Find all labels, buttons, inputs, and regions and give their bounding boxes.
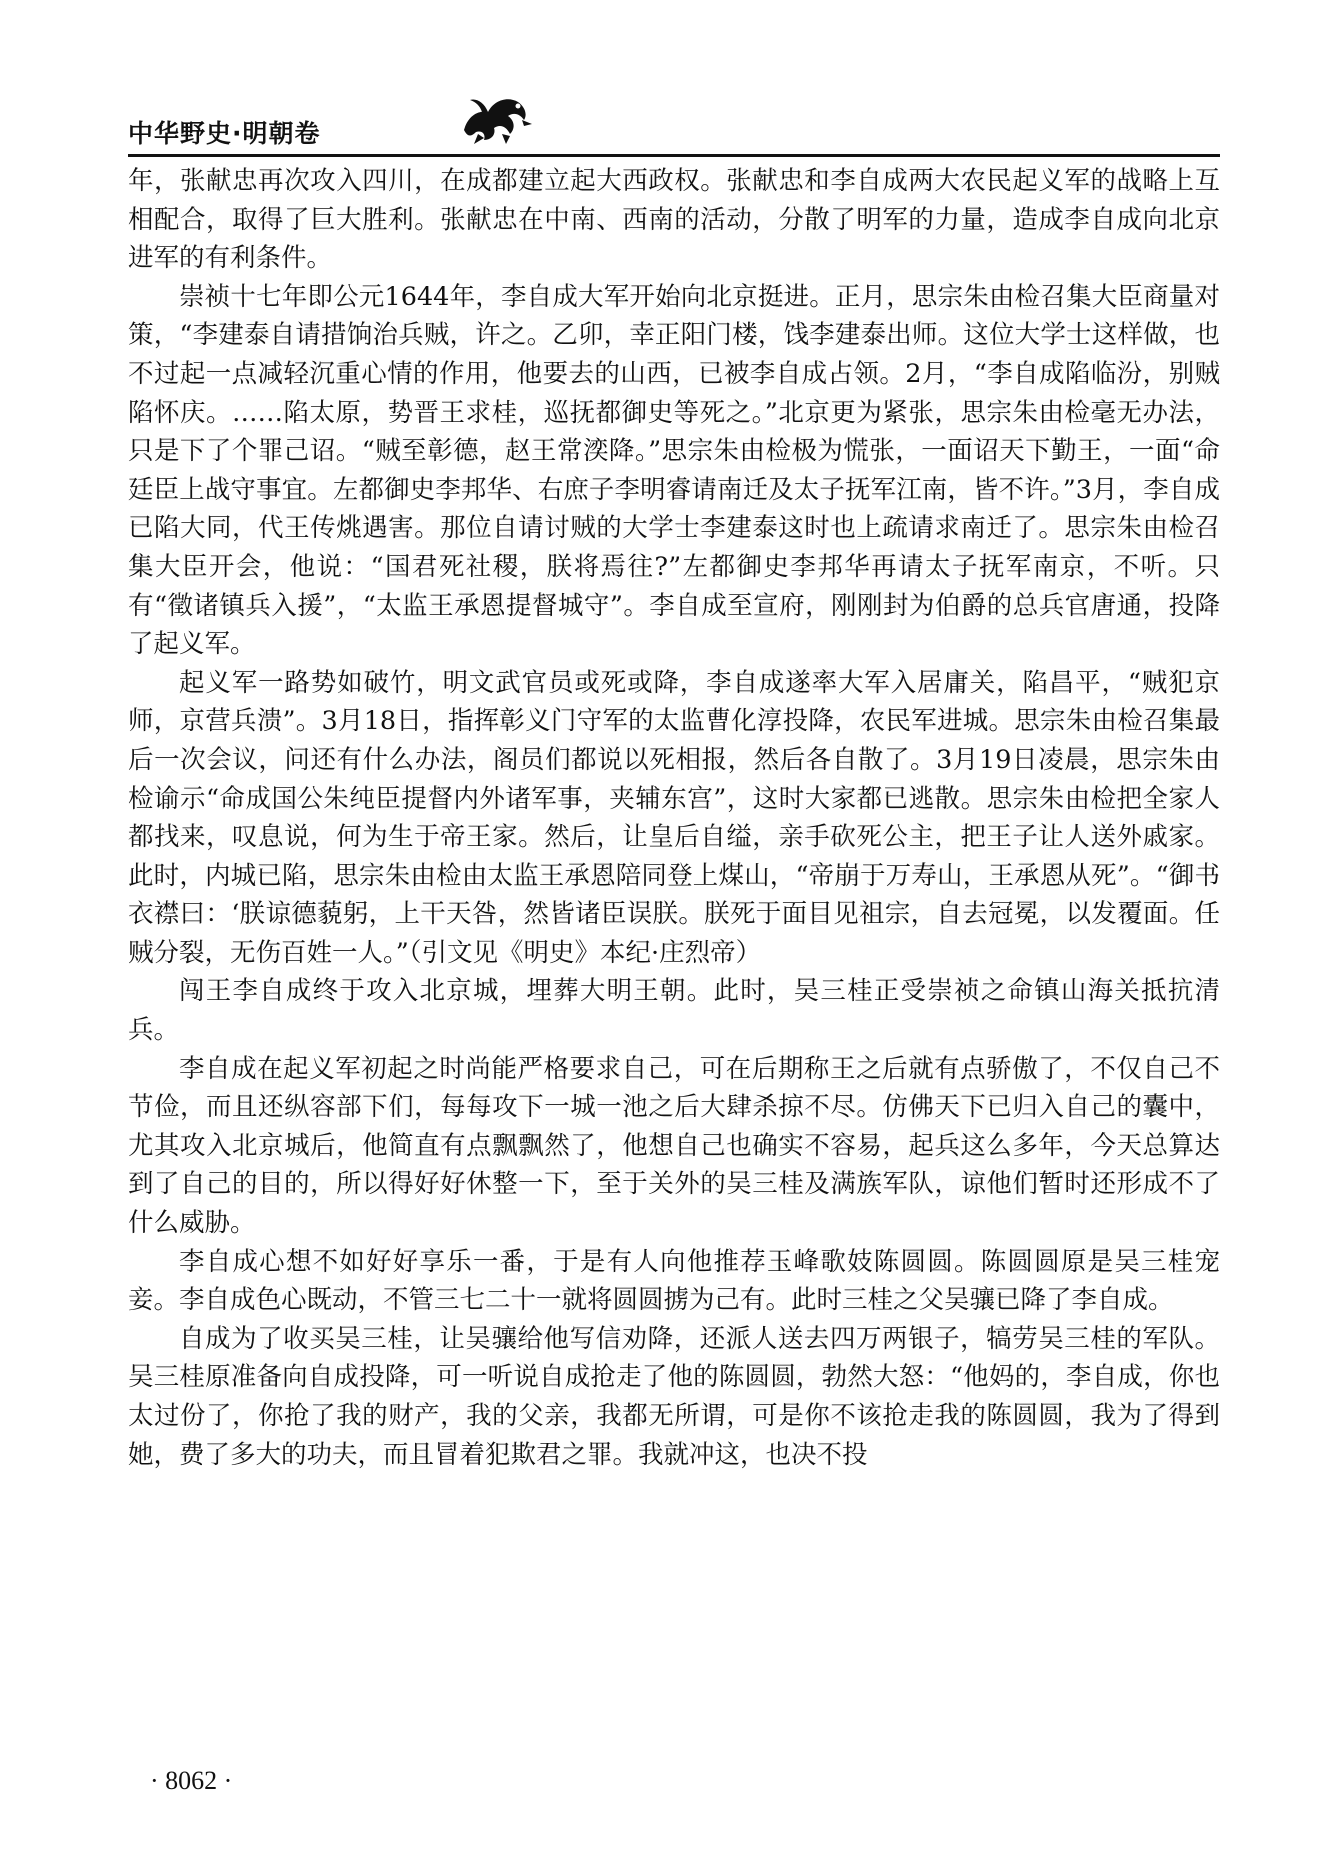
paragraph: 李自成心想不如好好享乐一番，于是有人向他推荐玉峰歌妓陈圆圆。陈圆圆原是吴三桂宠妾。李自成色心既动，不管三七二十一就将圆圆掳为己有。此时三桂之父吴骧已降了李自成。 [128, 1246, 1220, 1316]
dragon-ornament-icon [458, 90, 534, 146]
header-rule [128, 154, 1220, 157]
body-text [128, 162, 1220, 1474]
page-number: · 8062 · [150, 1766, 233, 1795]
paragraph: 李自成在起义军初起之时尚能严格要求自己，可在后期称王之后就有点骄傲了，不仅自己不节俭，而且还纵容部下们，每每攻下一城一池之后大肆杀掠不尽。仿佛天下已归入自己的囊中，尤其攻入北京城后，他简直有点飘飘然了，他想自己也确实不容易，起兵这么多年，今天总算达到了自己的目的，所以得好好休整一下，至于关外的吴三桂及满族军队，谅他们暂时还形成不了什么威胁。 [128, 1053, 1220, 1239]
paragraph: 自成为了收买吴三桂，让吴骧给他写信劝降，还派人送去四万两银子，犒劳吴三桂的军队。吴三桂原准备向自成投降，可一听说自成抢走了他的陈圆圆，勃然大怒：“他妈的，李自成，你也太过份了，你抢了我的财产，我的父亲，我都无所谓，可是你不该抢走我的陈圆圆，我为了得到她，费了多大的功夫，而且冒着犯欺君之罪。我就冲这，也决不投 [128, 1323, 1220, 1470]
paragraph: 年，张献忠再次攻入四川，在成都建立起大西政权。张献忠和李自成两大农民起义军的战略上互相配合，取得了巨大胜利。张献忠在中南、西南的活动，分散了明军的力量，造成李自成向北京进军的有利条件。 [128, 166, 1220, 274]
paragraph: 闯王李自成终于攻入北京城，埋葬大明王朝。此时，吴三桂正受崇祯之命镇山海关抵抗清兵。 [128, 976, 1220, 1046]
paragraph: 起义军一路势如破竹，明文武官员或死或降，李自成遂率大军入居庸关，陷昌平，“贼犯京师，京营兵溃”。3月18日，指挥彰义门守军的太监曹化淳投降，农民军进城。思宗朱由检召集最后一次会议，问还有什么办法，阁员们都说以死相报，然后各自散了。3月19日凌晨，思宗朱由检谕示“命成国公朱纯臣提督内外诸军事，夹辅东宫”，这时大家都已逃散。思宗朱由检把全家人都找来，叹息说，何为生于帝王家。然后，让皇后自缢，亲手砍死公主，把王子让人送外戚家。此时，内城已陷，思宗朱由检由太监王承恩陪同登上煤山，“帝崩于万寿山，王承恩从死”。“御书衣襟曰：‘朕谅德藐躬，上干天咎，然皆诸臣误朕。朕死于面目见祖宗，自去冠冕，以发覆面。任贼分裂，无伤百姓一人。”（引文见《明史》本纪·庄烈帝） [128, 667, 1220, 968]
book-title: 中华野史·明朝卷 [128, 119, 321, 148]
paragraph: 崇祯十七年即公元1644年，李自成大军开始向北京挺进。正月，思宗朱由检召集大臣商量对策，“李建泰自请措饷治兵贼，许之。乙卯，幸正阳门楼，饯李建泰出师。这位大学士这样做，也不过起一点减轻沉重心情的作用，他要去的山西，已被李自成占领。2月，“李自成陷临汾，别贼陷怀庆。……陷太原，势晋王求桂，巡抚都御史等死之。”北京更为紧张，思宗朱由检毫无办法，只是下了个罪己诏。“贼至彰德，赵王常湙降。”思宗朱由检极为慌张，一面诏天下勤王，一面“命廷臣上战守事宜。左都御史李邦华、右庶子李明睿请南迁及太子抚军江南，皆不许。”3月，李自成已陷大同，代王传烑遇害。那位自请讨贼的大学士李建泰这时也上疏请求南迁了。思宗朱由检召集大臣开会，他说：“国君死社稷，朕将焉往?”左都御史李邦华再请太子抚军南京，不听。只有“徵诸镇兵入援”，“太监王承恩提督城守”。李自成至宣府，刚刚封为伯爵的总兵官唐通，投降了起义军。 [128, 281, 1220, 660]
running-header [128, 92, 1224, 152]
